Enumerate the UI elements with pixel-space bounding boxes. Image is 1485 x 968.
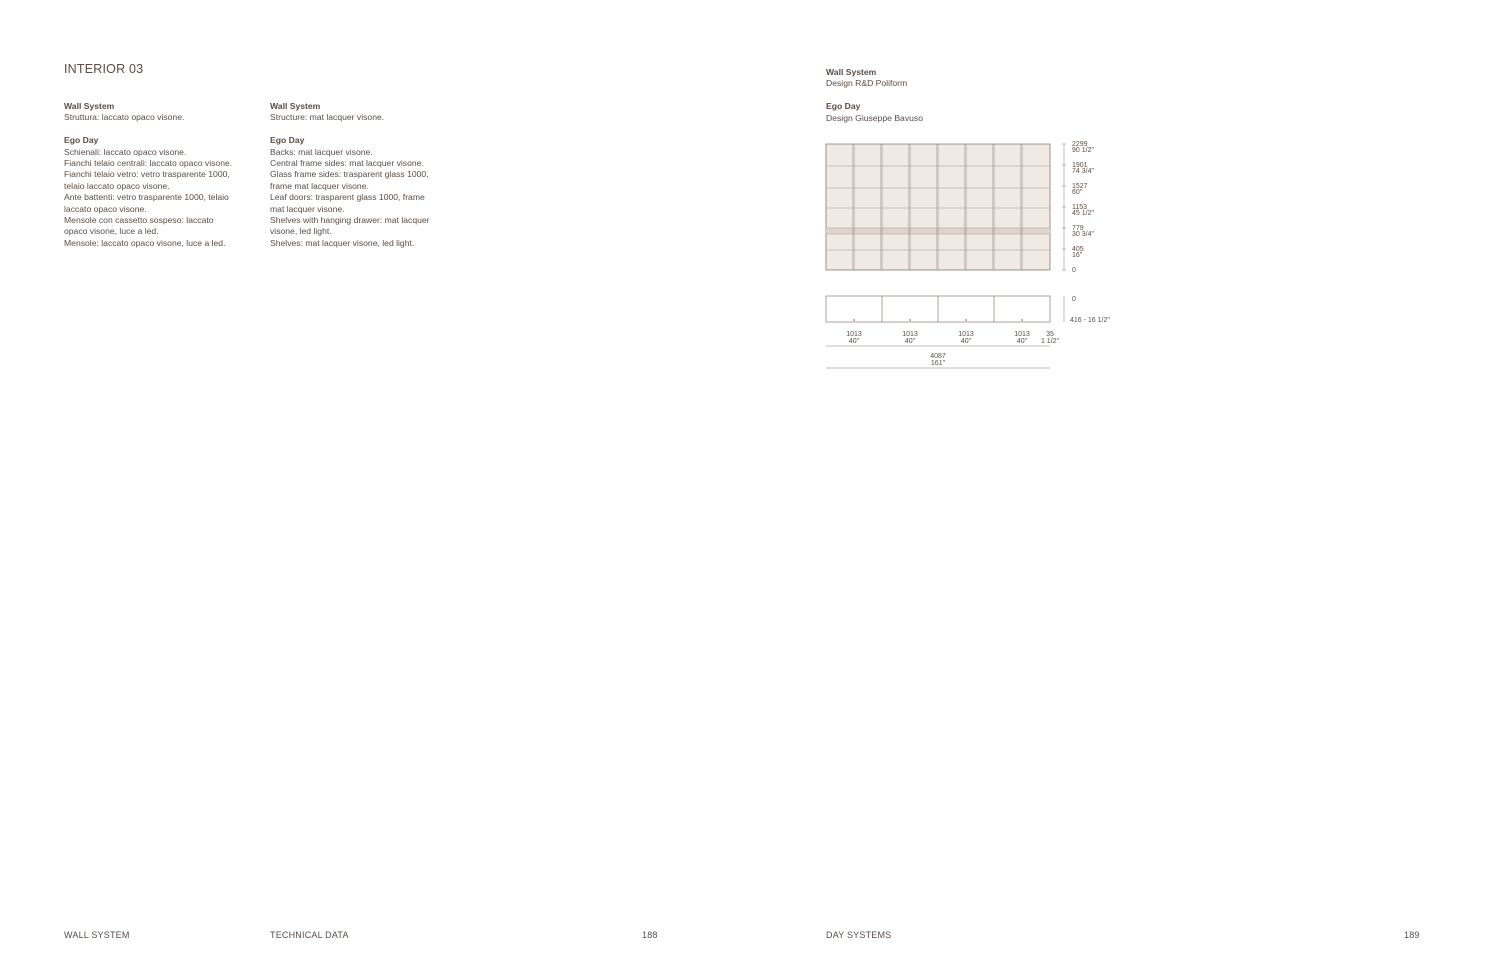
- front-elevation: [826, 144, 1050, 270]
- spec-line: telaio laccato opaco visone.: [64, 180, 170, 191]
- plan-dot: [909, 319, 911, 321]
- spec-line: Fianchi telaio vetro: vetro trasparente 1000,: [64, 169, 230, 180]
- module-width-in: 40": [1016, 338, 1028, 345]
- page-number-left: 188: [642, 930, 658, 940]
- ego-day-heading-it: Ego Day: [64, 135, 99, 146]
- plan-dot: [1021, 319, 1023, 321]
- spec-line: visone, led light.: [270, 226, 332, 237]
- elevation-dimensions: [1062, 141, 1094, 274]
- elevation-dim-mm: 2299: [1072, 141, 1088, 148]
- module-width-in: 1 1/2": [1040, 338, 1060, 345]
- plan-depth-dimensions: [1064, 296, 1110, 324]
- spec-line: Fianchi telaio centrali: laccato opaco visone.: [64, 158, 233, 169]
- module-width-mm: 1013: [1014, 331, 1030, 338]
- footer-section: WALL SYSTEM: [64, 930, 130, 940]
- elevation-dim-mm: 1901: [1072, 162, 1088, 169]
- depth-label-0: 0: [1072, 296, 1076, 303]
- spec-line: Mensole con cassetto sospeso: laccato: [64, 215, 214, 226]
- page-title: INTERIOR 03: [64, 62, 144, 76]
- module-width-in: 40": [848, 338, 860, 345]
- elevation-dim-in: 90 1/2": [1072, 147, 1094, 154]
- spec-line: Shelves with hanging drawer: mat lacquer: [270, 215, 430, 226]
- total-width-mm: 4087: [930, 353, 946, 360]
- footer-subsection: TECHNICAL DATA: [270, 930, 349, 940]
- wall-system-heading-en: Wall System: [270, 101, 321, 111]
- elevation-dim-in: 74 3/4": [1072, 168, 1094, 175]
- ego-day-heading-en: Ego Day: [270, 135, 305, 146]
- italian-spec-column: [64, 101, 259, 249]
- designer-credits: [826, 67, 1026, 124]
- spec-line: Mensole: laccato opaco visone, luce a led.: [64, 237, 226, 248]
- elevation-dim-mm: 1527: [1072, 183, 1088, 190]
- elevation-dim-in: 45 1/2": [1072, 210, 1094, 217]
- wall-system-structure-en: Structure: mat lacquer visone.: [270, 112, 385, 123]
- total-width-dimension: [826, 353, 1050, 368]
- spec-line: laccato opaco visone.: [64, 203, 147, 214]
- elevation-dim-in: 16": [1072, 252, 1083, 259]
- ego-day-heading: Ego Day: [826, 101, 861, 112]
- footer-section-right: DAY SYSTEMS: [826, 930, 892, 940]
- plan-view: [826, 296, 1050, 322]
- elevation-dim-mm: 1153: [1072, 204, 1088, 211]
- elevation-dim-mm: 779: [1072, 225, 1084, 232]
- depth-label-416: 416 - 16 1/2": [1070, 317, 1110, 324]
- technical-drawing: [820, 134, 1120, 374]
- elevation-dim-mm: 0: [1072, 267, 1076, 274]
- english-spec-column: [270, 101, 465, 249]
- spec-line: Leaf doors: trasparent glass 1000, frame: [270, 192, 425, 203]
- module-width-mm: 1013: [846, 331, 862, 338]
- spec-line: frame mat lacquer visone.: [270, 180, 369, 191]
- elevation-dim-mm: 405: [1072, 246, 1084, 253]
- module-width-mm: 35: [1046, 331, 1054, 338]
- spec-line: Glass frame sides: trasparent glass 1000,: [270, 169, 429, 180]
- module-width-in: 40": [960, 338, 972, 345]
- spec-line: Ante battenti: vetro trasparente 1000, telaio: [64, 192, 229, 203]
- wall-system-heading-it: Wall System: [64, 101, 115, 111]
- module-width-mm: 1013: [902, 331, 918, 338]
- wall-system-structure-it: Struttura: laccato opaco visone.: [64, 112, 185, 123]
- elevation-dim-in: 30 3/4": [1072, 231, 1094, 238]
- plan-dot: [853, 319, 855, 321]
- spec-line: Shelves: mat lacquer visone, led light.: [270, 237, 415, 248]
- spec-line: Backs: mat lacquer visone.: [270, 146, 373, 157]
- module-width-mm: 1013: [958, 331, 974, 338]
- module-width-in: 40": [904, 338, 916, 345]
- spec-line: Central frame sides: mat lacquer visone.: [270, 158, 424, 169]
- spec-line: mat lacquer visone.: [270, 203, 345, 214]
- plan-dot: [965, 319, 967, 321]
- elevation-dim-in: 60": [1072, 189, 1083, 196]
- ego-day-designer: Design Giuseppe Bavuso: [826, 112, 923, 123]
- wall-system-heading: Wall System: [826, 67, 877, 77]
- page-number-right: 189: [1404, 930, 1420, 940]
- total-width-in: 161": [930, 360, 946, 367]
- wall-system-designer: Design R&D Poliform: [826, 78, 908, 89]
- spec-line: opaco visone, luce a led.: [64, 226, 159, 237]
- spec-line: Schienali: laccato opaco visone.: [64, 146, 187, 157]
- module-width-dimensions: [826, 331, 1060, 346]
